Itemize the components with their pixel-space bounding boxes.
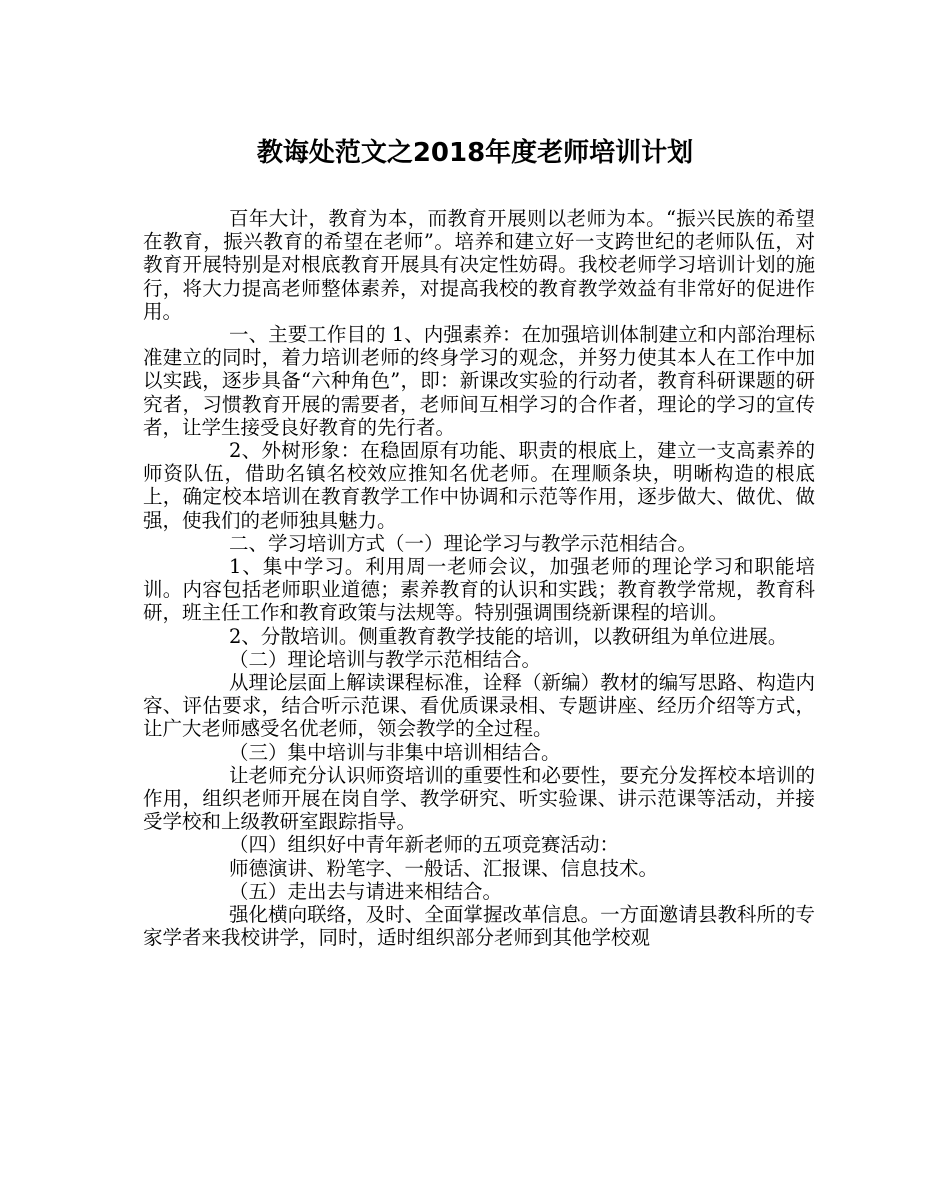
paragraph-theory-level: 从理论层面上解读课程标准，诠释（新编）教材的编写思路、构造内容、评估要求，结合听示范课、看优质课录相、专题讲座、经历介绍等方式，让广大老师感受名优老师，领会教学的全过程。 bbox=[143, 671, 815, 741]
paragraph-subheading-4: （四）组织好中青年新老师的五项竞赛活动： bbox=[229, 833, 620, 857]
paragraph-subheading-3: （三）集中培训与非集中培训相结合。 bbox=[229, 740, 561, 764]
paragraph-goal-1: 一、主要工作目的 1、内强素养：在加强培训体制建立和内部治理标准建立的同时，着力培训老师的终身学习的观念，并努力使其本人在工作中加以实践，逐步具备“六种角色”，即：新课改实验的行动者，教育科研课题的研究者，习惯教育开展的需要者，老师间互相学习的合作者，理论的学习的宣传者，让学生接受良好教育的先行者。 bbox=[143, 323, 815, 439]
document-title: 教诲处范文之2018年度老师培训计划 bbox=[256, 138, 694, 168]
paragraph-subheading-2: （二）理论培训与教学示范相结合。 bbox=[229, 647, 542, 671]
document-body bbox=[143, 207, 815, 950]
paragraph-competition-items: 师德演讲、粉笔字、一般话、汇报课、信息技术。 bbox=[229, 856, 659, 880]
paragraph-dispersed-training: 2、分散培训。侧重教育教学技能的培训，以教研组为单位进展。 bbox=[229, 624, 788, 648]
paragraph-horizontal-contact: 强化横向联络，及时、全面掌握改革信息。一方面邀请县教科所的专家学者来我校讲学，同时，适时组织部分老师到其他学校观 bbox=[143, 903, 815, 950]
paragraph-school-training: 让老师充分认识师资培训的重要性和必要性，要充分发挥校本培训的作用，组织老师开展在岗自学、教学研究、听实验课、讲示范课等活动，并接受学校和上级教研室跟踪指导。 bbox=[143, 763, 815, 834]
paragraph-goal-2: 2、外树形象：在稳固原有功能、职责的根底上，建立一支高素养的师资队伍，借助名镇名校效应推知名优老师。在理顺条块，明晰构造的根底上，确定校本培训在教育教学工作中协调和示范等作用，逐步做大、做优、做强，使我们的老师独具魅力。 bbox=[143, 439, 815, 532]
paragraph-intro: 百年大计，教育为本，而教育开展则以老师为本。“振兴民族的希望在教育，振兴教育的希望在老师”。培养和建立好一支跨世纪的老师队伍，对教育开展特别是对根底教育开展具有决定性妨碍。我校老师学习培训计划的施行，将大力提高老师整体素养，对提高我校的教育教学效益有非常好的促进作用。 bbox=[143, 207, 815, 323]
paragraph-method-heading: 二、学习培训方式（一）理论学习与教学示范相结合。 bbox=[229, 531, 698, 555]
paragraph-subheading-5: （五）走出去与请进来相结合。 bbox=[229, 879, 503, 903]
paragraph-centralized-study: 1、集中学习。利用周一老师会议，加强老师的理论学习和职能培训。内容包括老师职业道德；素养教育的认识和实践；教育教学常规，教育科研，班主任工作和教育政策与法规等。特别强调围绕新课程的培训。 bbox=[143, 555, 815, 625]
